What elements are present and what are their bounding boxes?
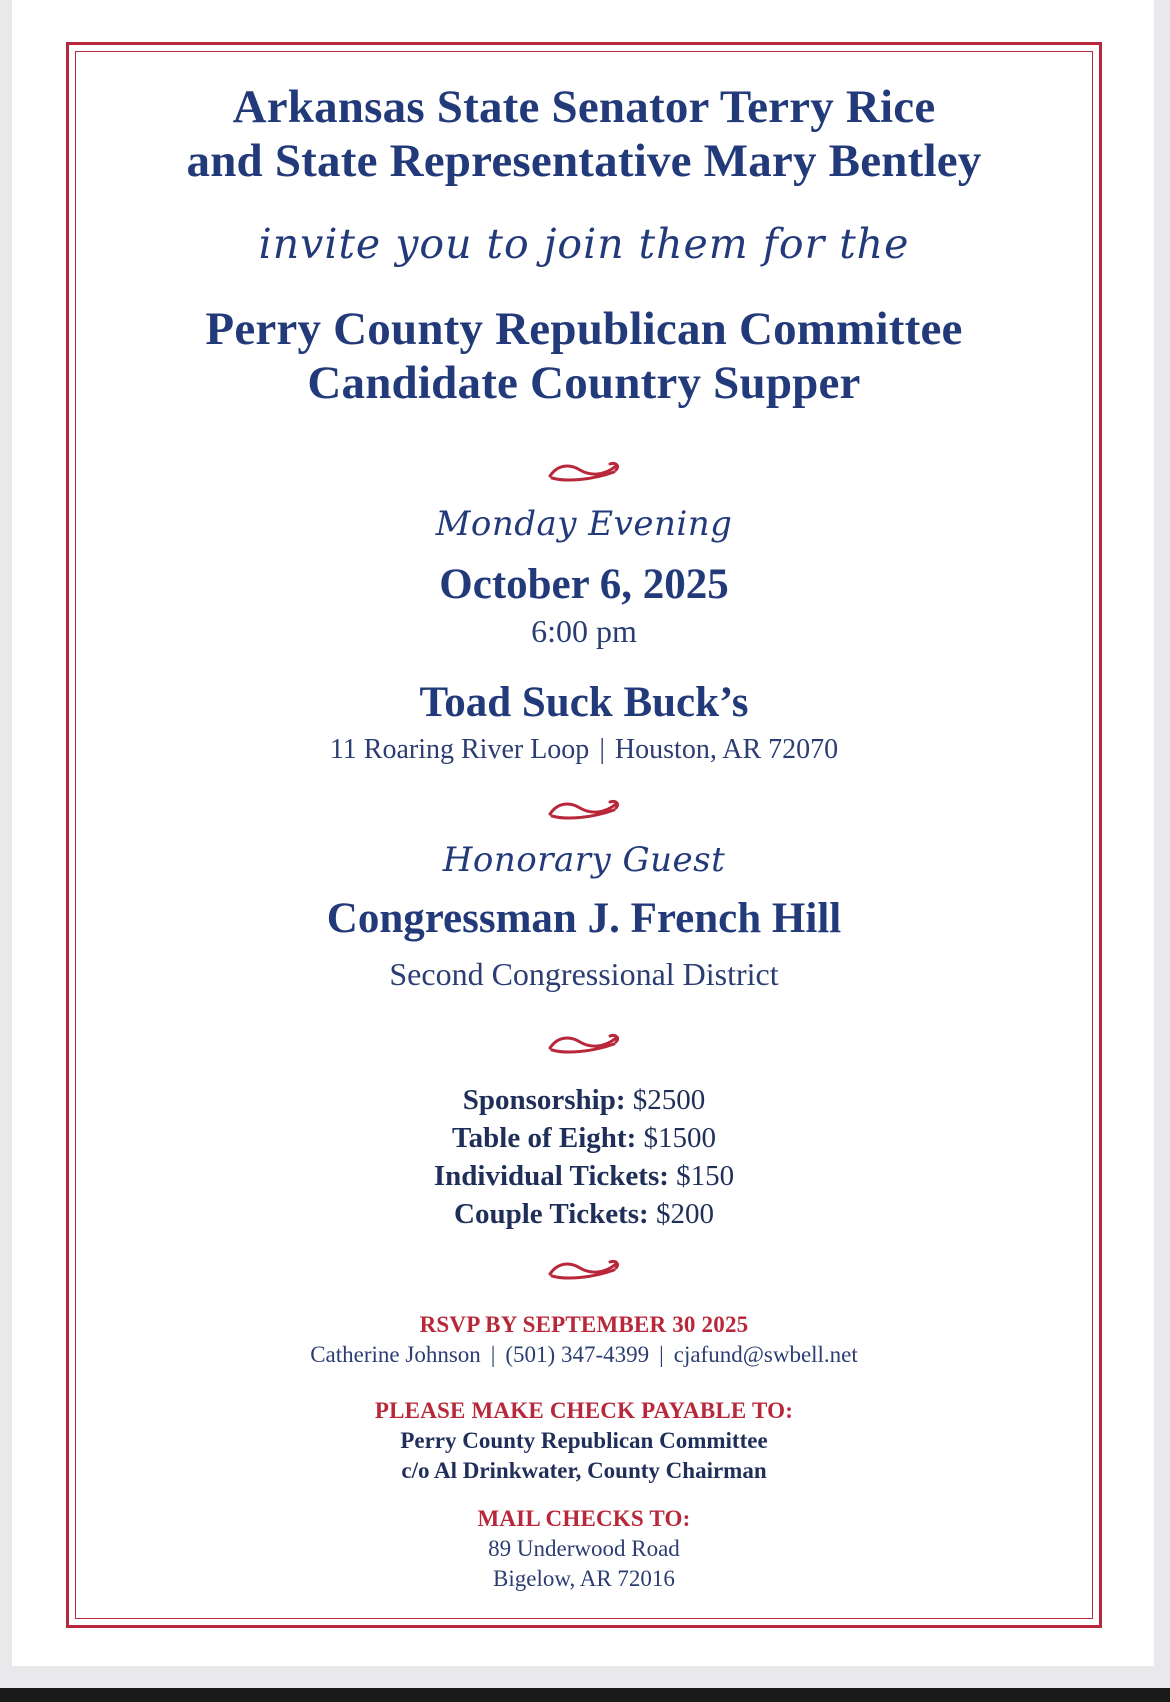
price-row-couple bbox=[80, 1198, 1088, 1231]
price-label: Individual Tickets: bbox=[433, 1160, 669, 1192]
flourish-divider-4 bbox=[544, 1254, 624, 1284]
flourish-divider-3 bbox=[544, 1028, 624, 1058]
guest-name: Congressman J. French Hill bbox=[326, 895, 842, 942]
venue-city: Houston, AR 72070 bbox=[614, 734, 839, 765]
rsvp-phone[interactable]: (501) 347-4399 bbox=[505, 1342, 650, 1367]
event-title-line-1: Perry County Republican Committee bbox=[205, 303, 963, 355]
contact-separator: | bbox=[659, 1342, 664, 1367]
inner-border bbox=[75, 51, 1093, 1619]
check-payee-line-1: Perry County Republican Committee bbox=[400, 1428, 768, 1453]
price-label: Table of Eight: bbox=[452, 1122, 637, 1154]
heading-line-1: Arkansas State Senator Terry Rice bbox=[232, 81, 936, 133]
rsvp-email[interactable]: cjafund@swbell.net bbox=[673, 1342, 858, 1367]
event-title-line-2: Candidate Country Supper bbox=[307, 357, 861, 409]
price-amount: $2500 bbox=[632, 1084, 706, 1116]
honorary-guest-label: Honorary Guest bbox=[442, 840, 726, 880]
price-amount: $200 bbox=[655, 1198, 714, 1230]
rsvp-heading: RSVP BY SEPTEMBER 30 2025 bbox=[419, 1312, 749, 1337]
guest-district: Second Congressional District bbox=[389, 956, 779, 992]
mail-address-line-2: Bigelow, AR 72016 bbox=[493, 1566, 675, 1591]
mail-address-line-1: 89 Underwood Road bbox=[488, 1536, 680, 1561]
day-label-script: Monday Evening bbox=[435, 504, 733, 544]
flourish-divider-1 bbox=[544, 456, 624, 486]
mail-checks-heading: MAIL CHECKS TO: bbox=[477, 1506, 691, 1531]
rsvp-name: Catherine Johnson bbox=[310, 1342, 481, 1367]
price-amount: $1500 bbox=[643, 1122, 716, 1154]
bottom-edge-bar bbox=[0, 1688, 1170, 1702]
invite-script-text: invite you to join them for the bbox=[258, 220, 910, 268]
price-label: Sponsorship: bbox=[462, 1084, 626, 1116]
heading-line-2: and State Representative Mary Bentley bbox=[186, 135, 982, 187]
price-row-sponsorship bbox=[80, 1084, 1088, 1117]
price-row-table bbox=[80, 1122, 1088, 1155]
event-time: 6:00 pm bbox=[531, 613, 637, 649]
price-row-individual bbox=[80, 1160, 1088, 1193]
price-label: Couple Tickets: bbox=[454, 1198, 649, 1230]
contact-separator: | bbox=[490, 1342, 496, 1367]
venue-street: 11 Roaring River Loop bbox=[329, 734, 590, 765]
check-payable-heading: PLEASE MAKE CHECK PAYABLE TO: bbox=[374, 1398, 794, 1423]
event-date: October 6, 2025 bbox=[439, 561, 729, 608]
check-payee-line-2: c/o Al Drinkwater, County Chairman bbox=[401, 1458, 767, 1483]
flourish-divider-2 bbox=[544, 794, 624, 824]
venue-name: Toad Suck Buck’s bbox=[419, 679, 749, 726]
price-amount: $150 bbox=[676, 1160, 735, 1192]
venue-address bbox=[80, 734, 1088, 766]
address-separator: | bbox=[599, 734, 605, 765]
rsvp-contact bbox=[80, 1342, 1088, 1368]
